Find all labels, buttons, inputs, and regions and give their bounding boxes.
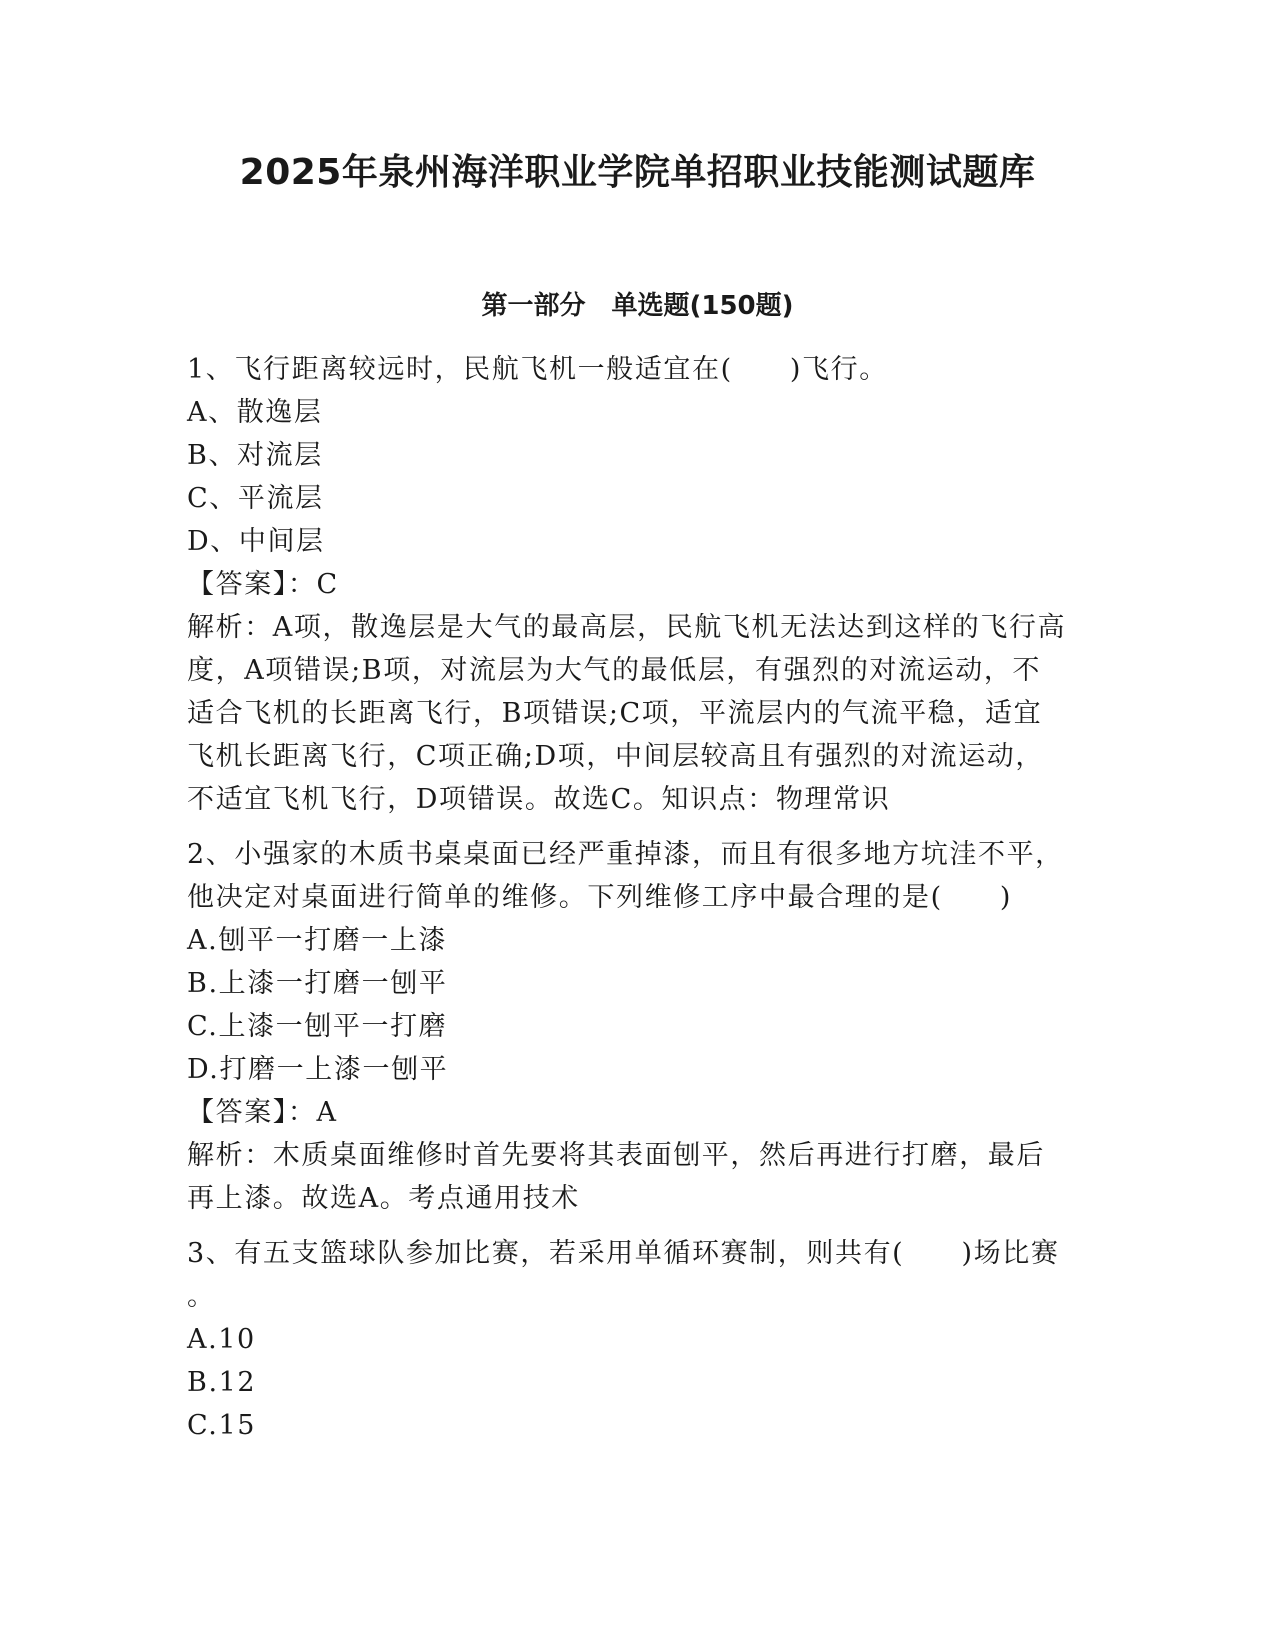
option-a: A.10	[187, 1324, 256, 1355]
option-b: B.12	[187, 1367, 257, 1398]
question-stem: 。	[187, 1281, 216, 1312]
analysis-line: 再上漆。故选A。考点通用技术	[187, 1183, 580, 1214]
option-c: C.上漆一刨平一打磨	[187, 1011, 448, 1042]
analysis-line: 解析：木质桌面维修时首先要将其表面刨平，然后再进行打磨，最后	[187, 1140, 1045, 1171]
question-3	[187, 1232, 1087, 1447]
analysis-line: 度，A项错误;B项，对流层为大气的最低层，有强烈的对流运动，不	[187, 655, 1042, 686]
question-stem: 3、有五支篮球队参加比赛，若采用单循环赛制，则共有( )场比赛	[187, 1238, 1060, 1269]
option-d: D、中间层	[187, 526, 325, 557]
option-a: A、散逸层	[187, 397, 323, 428]
analysis-line: 不适宜飞机飞行，D项错误。故选C。知识点：物理常识	[187, 784, 891, 815]
option-b: B.上漆一打磨一刨平	[187, 968, 448, 999]
document-title: 2025年泉州海洋职业学院单招职业技能测试题库	[239, 152, 1036, 193]
question-stem: 他决定对桌面进行简单的维修。下列维修工序中最合理的是( )	[187, 882, 1013, 913]
question-list	[187, 348, 1087, 1459]
question-1	[187, 348, 1087, 821]
option-c: C.15	[187, 1410, 257, 1441]
question-stem: 2、小强家的木质书桌桌面已经严重掉漆，而且有很多地方坑洼不平，	[187, 839, 1064, 870]
answer: 【答案】：A	[187, 1097, 338, 1128]
question-stem: 1、飞行距离较远时，民航飞机一般适宜在( )飞行。	[187, 354, 888, 385]
analysis-line: 适合飞机的长距离飞行，B项错误;C项，平流层内的气流平稳，适宜	[187, 698, 1043, 729]
answer: 【答案】：C	[187, 569, 339, 600]
option-c: C、平流层	[187, 483, 324, 514]
analysis-line: 解析：A项，散逸层是大气的最高层，民航飞机无法达到这样的飞行高	[187, 612, 1067, 643]
analysis-line: 飞机长距离飞行，C项正确;D项，中间层较高且有强烈的对流运动，	[187, 741, 1045, 772]
section-heading: 第一部分 单选题(150题)	[481, 291, 794, 321]
question-2	[187, 833, 1087, 1220]
option-a: A.刨平一打磨一上漆	[187, 925, 448, 956]
option-b: B、对流层	[187, 440, 323, 471]
option-d: D.打磨一上漆一刨平	[187, 1054, 449, 1085]
